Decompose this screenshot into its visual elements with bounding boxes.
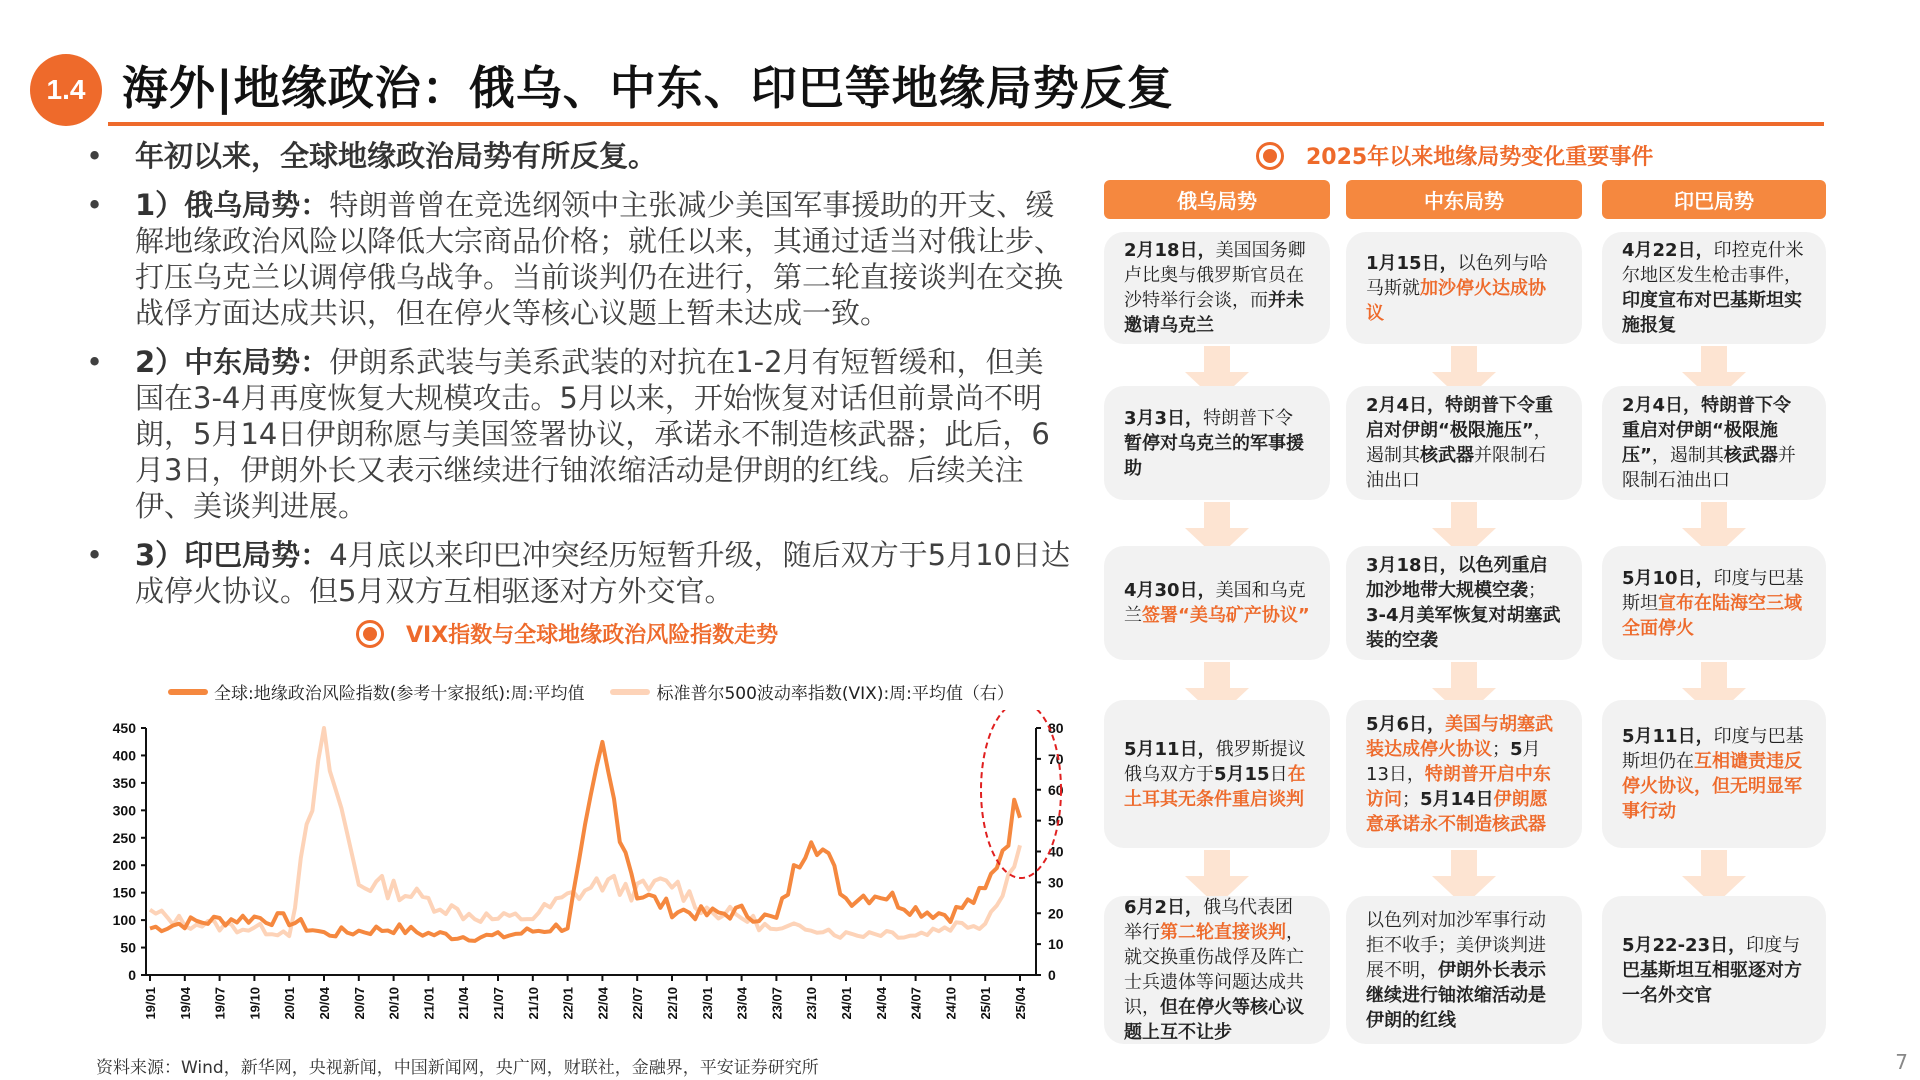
x-tick-label: 21/04 — [456, 987, 472, 1020]
chart-heading-text: VIX指数与全球地缘政治风险指数走势 — [406, 623, 779, 648]
y-tick-left: 200 — [112, 857, 136, 874]
y-tick-right: 30 — [1048, 874, 1064, 891]
y-tick-right: 40 — [1048, 843, 1064, 860]
event-text: 5月6日，美国与胡塞武装达成停火协议；5月13日，特朗普开启中东访问；5月14日伊朗愿意承诺永不制造核武器 — [1366, 713, 1554, 835]
gpr-line — [150, 742, 1020, 941]
event-text: 1月15日，以色列与哈马斯就加沙停火达成协议 — [1366, 252, 1548, 324]
event-card — [1104, 700, 1330, 848]
event-text: 3月3日，特朗普下令暂停对乌克兰的军事援助 — [1124, 407, 1304, 479]
bullet-lead: 1）俄乌局势： — [135, 188, 330, 222]
y-tick-right: 70 — [1048, 750, 1064, 767]
bullet-lead: 2）中东局势： — [135, 345, 330, 379]
legend-label: 标准普尔500波动率指数(VIX):周:平均值（右） — [656, 684, 1014, 704]
x-tick-label: 22/04 — [595, 987, 611, 1020]
y-tick-left: 150 — [112, 884, 136, 901]
event-card — [1602, 386, 1826, 500]
event-text: 2月4日，特朗普下令重启对伊朗“极限施压”，遏制其核武器并限制石油出口 — [1622, 395, 1796, 491]
event-card — [1104, 896, 1330, 1044]
event-card — [1602, 700, 1826, 848]
event-text: 4月30日，美国和乌克兰签署“美乌矿产协议” — [1124, 580, 1310, 626]
x-tick-label: 23/10 — [804, 987, 820, 1020]
y-tick-left: 400 — [112, 747, 136, 764]
event-card — [1602, 896, 1826, 1044]
bullet-text: 年初以来，全球地缘政治局势有所反复。 — [135, 139, 658, 173]
x-tick-label: 24/04 — [873, 987, 889, 1020]
legend-swatch-vix — [610, 689, 650, 695]
y-tick-right: 60 — [1048, 781, 1064, 798]
x-tick-label: 24/07 — [908, 987, 924, 1020]
column-header: 中东局势 — [1346, 180, 1582, 219]
event-card — [1104, 232, 1330, 344]
event-text: 2月4日，特朗普下令重启对伊朗“极限施压”，遏制其核武器并限制石油出口 — [1366, 395, 1554, 491]
y-tick-left: 100 — [112, 912, 136, 929]
event-card — [1346, 386, 1582, 500]
event-card — [1602, 232, 1826, 344]
bullet-text: 特朗普曾在竞选纲领中主张减少美国军事援助的开支、缓解地缘政治风险以降低大宗商品价格；就任以来，其通过适当对俄让步、打压乌克兰以调停俄乌战争。当前谈判仍在进行，第二轮直接谈判在交换战俘方面达成共识，但在停火等核心议题上暂未达成一致。 — [135, 188, 1064, 330]
x-tick-label: 22/10 — [665, 987, 680, 1020]
line-chart — [96, 710, 1066, 1050]
chart-axes — [113, 720, 1064, 1020]
x-tick-label: 19/01 — [143, 987, 158, 1020]
legend-label: 全球:地缘政治风险指数(参考十家报纸):周:平均值 — [214, 684, 585, 704]
event-text: 4月22日，印控克什米尔地区发生枪击事件，印度宣布对巴基斯坦实施报复 — [1622, 240, 1804, 336]
x-tick-label: 23/01 — [699, 987, 715, 1020]
event-text: 2月18日，美国国务卿卢比奥与俄罗斯官员在沙特举行会谈，而并未邀请乌克兰 — [1124, 240, 1306, 336]
x-tick-label: 25/01 — [978, 987, 994, 1020]
y-tick-right: 20 — [1048, 905, 1064, 922]
target-icon — [1256, 142, 1284, 170]
event-text: 5月11日，俄罗斯提议俄乌双方于5月15日在土耳其无条件重启谈判 — [1124, 738, 1306, 810]
x-tick-label: 23/04 — [734, 987, 750, 1020]
x-tick-label: 24/10 — [943, 987, 959, 1020]
y-tick-left: 250 — [112, 829, 136, 846]
event-text: 5月10日，印度与巴基斯坦宣布在陆海空三域全面停火 — [1622, 567, 1804, 639]
x-tick-label: 24/01 — [839, 987, 854, 1020]
legend-item-vix — [610, 679, 1013, 704]
source-note: 资料来源：Wind，新华网，央视新闻，中国新闻网，央广网，财联社，金融界，平安证券研究所 — [96, 1058, 819, 1078]
x-tick-label: 20/07 — [351, 987, 367, 1020]
chart-heading — [356, 618, 778, 649]
x-tick-label: 19/07 — [212, 987, 228, 1020]
x-tick-label: 21/07 — [491, 987, 506, 1020]
x-tick-label: 19/10 — [247, 987, 263, 1020]
y-tick-right: 0 — [1048, 967, 1056, 983]
target-icon — [356, 620, 384, 648]
summary-bullets — [80, 138, 1070, 622]
column-header: 印巴局势 — [1602, 180, 1826, 219]
legend-item-gpr — [168, 679, 584, 704]
event-card — [1346, 700, 1582, 848]
title-divider — [108, 122, 1824, 126]
event-card — [1104, 546, 1330, 660]
x-tick-label: 23/07 — [769, 987, 785, 1020]
y-tick-left: 50 — [120, 939, 136, 956]
bullet-russia-ukraine — [80, 187, 1070, 331]
event-text: 以色列对加沙军事行动拒不收手；美伊谈判进展不明，伊朗外长表示继续进行铀浓缩活动是伊朗的红线 — [1366, 909, 1546, 1031]
x-tick-label: 22/07 — [630, 987, 646, 1020]
bullet-overview — [80, 138, 1070, 174]
event-card — [1346, 546, 1582, 660]
event-card — [1346, 232, 1582, 344]
event-text: 3月18日，以色列重启加沙地带大规模空袭；3-4月美军恢复对胡塞武装的空袭 — [1366, 555, 1561, 651]
y-tick-right: 10 — [1048, 936, 1064, 953]
event-text: 5月22-23日，印度与巴基斯坦互相驱逐对方一名外交官 — [1622, 934, 1802, 1006]
y-tick-left: 0 — [128, 967, 136, 983]
chart-legend — [168, 679, 1014, 704]
y-tick-left: 350 — [112, 774, 136, 791]
y-tick-left: 450 — [112, 720, 136, 736]
page-title: 海外|地缘政治：俄乌、中东、印巴等地缘局势反复 — [122, 61, 1174, 115]
bullet-india-pakistan — [80, 537, 1070, 609]
event-card — [1602, 546, 1826, 660]
bullet-lead: 3）印巴局势： — [135, 538, 330, 572]
x-tick-label: 20/04 — [317, 987, 332, 1020]
events-heading-text: 2025年以来地缘局势变化重要事件 — [1306, 145, 1654, 170]
section-number-badge: 1.4 — [30, 54, 102, 126]
x-tick-label: 20/10 — [386, 987, 402, 1020]
event-text: 5月11日，印度与巴基斯坦仍在互相谴责违反停火协议，但无明显军事行动 — [1622, 726, 1804, 822]
event-card — [1104, 386, 1330, 500]
x-tick-label: 21/10 — [525, 987, 541, 1020]
page-number: 7 — [1895, 1050, 1908, 1074]
bullet-text: 伊朗系武装与美系武装的对抗在1-2月有短暂缓和，但美国在3-4月再度恢复大规模攻击。5月以来，开始恢复对话但前景尚不明朗，5月14日伊朗称愿与美国签署协议，承诺永不制造核武器；此后，6月3日，伊朗外长又表示继续进行铀浓缩活动是伊朗的红线。后续关注伊、美谈判进展。 — [135, 345, 1050, 523]
legend-swatch-gpr — [168, 689, 208, 695]
x-tick-label: 25/04 — [1013, 987, 1028, 1020]
event-card — [1346, 896, 1582, 1044]
event-text: 6月2日，俄乌代表团举行第二轮直接谈判，就交换重伤战俘及阵亡士兵遗体等问题达成共识，但在停火等核心议题上互不让步 — [1124, 897, 1304, 1043]
bullet-middle-east — [80, 344, 1070, 524]
x-tick-label: 20/01 — [282, 987, 298, 1020]
bullet-text: 4月底以来印巴冲突经历短暂升级，随后双方于5月10日达成停火协议。但5月双方互相驱逐对方外交官。 — [135, 538, 1070, 608]
events-heading — [1256, 140, 1653, 171]
x-tick-label: 21/01 — [421, 987, 437, 1020]
y-tick-right: 80 — [1048, 720, 1064, 736]
x-tick-label: 19/04 — [177, 987, 193, 1020]
y-tick-left: 300 — [112, 802, 136, 819]
column-header: 俄乌局势 — [1104, 180, 1330, 219]
chart-series — [150, 728, 1020, 941]
y-tick-right: 50 — [1048, 812, 1064, 829]
x-tick-label: 22/01 — [560, 987, 576, 1020]
